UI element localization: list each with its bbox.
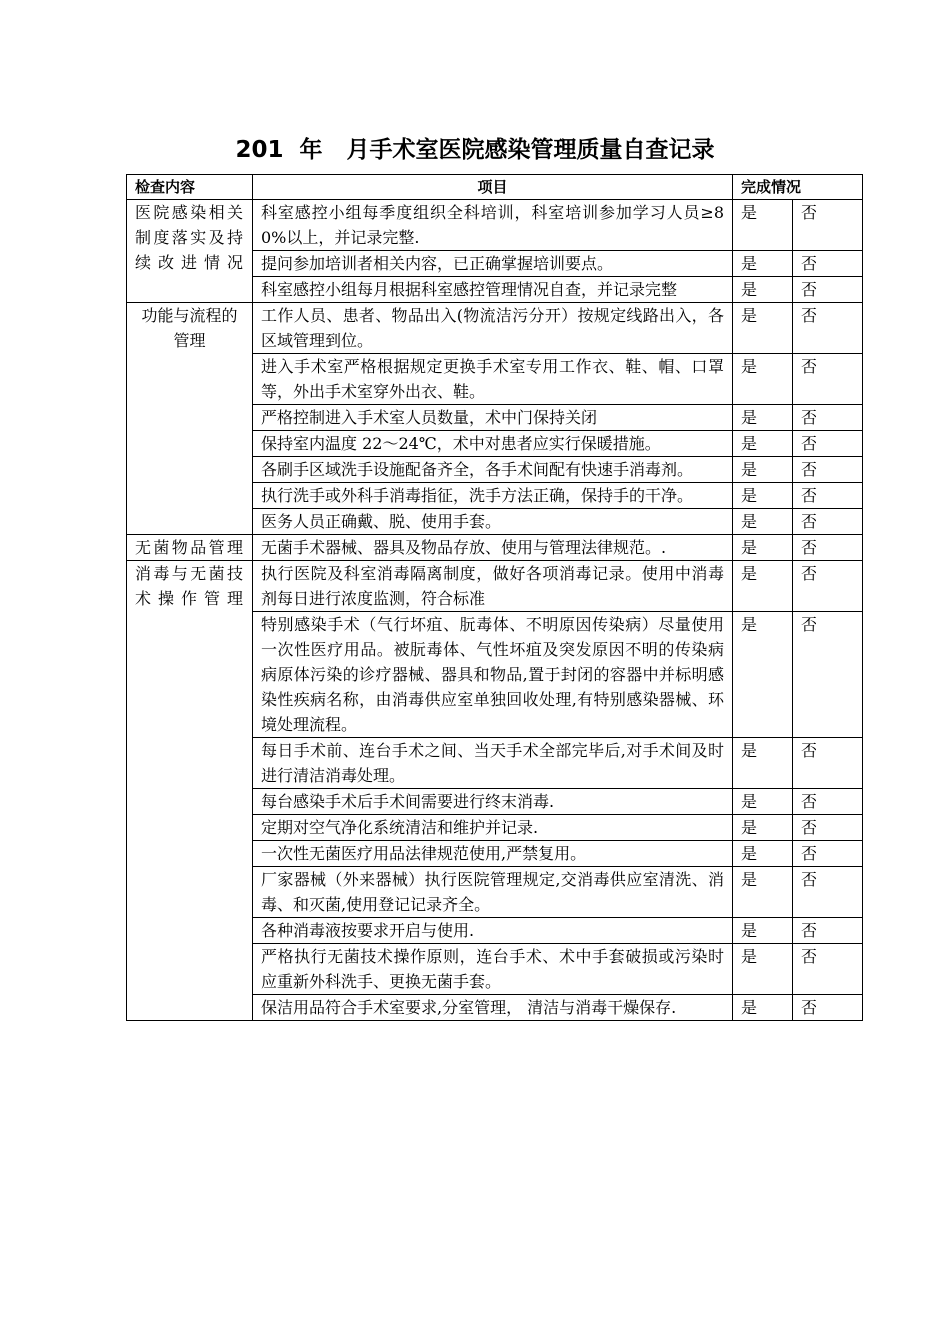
item-cell: 执行洗手或外科手消毒指征，洗手方法正确，保持手的干净。 bbox=[253, 483, 733, 509]
yes-option[interactable]: 是 bbox=[733, 612, 793, 738]
item-cell: 提问参加培训者相关内容，已正确掌握培训要点。 bbox=[253, 251, 733, 277]
yes-option[interactable]: 是 bbox=[733, 431, 793, 457]
no-option[interactable]: 否 bbox=[793, 277, 863, 303]
yes-option[interactable]: 是 bbox=[733, 841, 793, 867]
no-option[interactable]: 否 bbox=[793, 815, 863, 841]
item-cell: 医务人员正确戴、脱、使用手套。 bbox=[253, 509, 733, 535]
item-cell: 科室感控小组每月根据科室感控管理情况自查，并记录完整 bbox=[253, 277, 733, 303]
item-cell: 严格控制进入手术室人员数量，术中门保持关闭 bbox=[253, 405, 733, 431]
no-option[interactable]: 否 bbox=[793, 738, 863, 789]
category-cell: 医院感染相关制度落实及持续改进情况 bbox=[127, 200, 253, 303]
item-cell: 厂家器械（外来器械）执行医院管理规定,交消毒供应室清洗、消毒、和灭菌,使用登记记录齐全。 bbox=[253, 867, 733, 918]
no-option[interactable]: 否 bbox=[793, 457, 863, 483]
no-option[interactable]: 否 bbox=[793, 251, 863, 277]
category-cell: 消毒与无菌技术操作管理 bbox=[127, 561, 253, 1021]
table-row bbox=[127, 561, 863, 612]
table-row bbox=[127, 200, 863, 251]
category-cell: 无菌物品管理 bbox=[127, 535, 253, 561]
item-cell: 进入手术室严格根据规定更换手术室专用工作衣、鞋、帽、口罩等，外出手术室穿外出衣、鞋。 bbox=[253, 354, 733, 405]
item-cell: 定期对空气净化系统清洁和维护并记录. bbox=[253, 815, 733, 841]
yes-option[interactable]: 是 bbox=[733, 354, 793, 405]
category-cell: 功能与流程的管理 bbox=[127, 303, 253, 535]
page-title: 201 年 月手术室医院感染管理质量自查记录 bbox=[235, 137, 715, 163]
yes-option[interactable]: 是 bbox=[733, 483, 793, 509]
yes-option[interactable]: 是 bbox=[733, 277, 793, 303]
no-option[interactable]: 否 bbox=[793, 431, 863, 457]
yes-option[interactable]: 是 bbox=[733, 535, 793, 561]
no-option[interactable]: 否 bbox=[793, 918, 863, 944]
table-body bbox=[127, 200, 863, 1021]
yes-option[interactable]: 是 bbox=[733, 815, 793, 841]
yes-option[interactable]: 是 bbox=[733, 995, 793, 1021]
item-cell: 工作人员、患者、物品出入(物流洁污分开）按规定线路出入，各区域管理到位。 bbox=[253, 303, 733, 354]
table-header-row bbox=[127, 175, 863, 200]
yes-option[interactable]: 是 bbox=[733, 405, 793, 431]
item-cell: 严格执行无菌技术操作原则，连台手术、术中手套破损或污染时应重新外科洗手、更换无菌手套。 bbox=[253, 944, 733, 995]
item-cell: 无菌手术器械、器具及物品存放、使用与管理法律规范。. bbox=[253, 535, 733, 561]
table-row bbox=[127, 303, 863, 354]
no-option[interactable]: 否 bbox=[793, 509, 863, 535]
yes-option[interactable]: 是 bbox=[733, 738, 793, 789]
yes-option[interactable]: 是 bbox=[733, 200, 793, 251]
item-cell: 各种消毒液按要求开启与使用. bbox=[253, 918, 733, 944]
yes-option[interactable]: 是 bbox=[733, 789, 793, 815]
item-cell: 保洁用品符合手术室要求,分室管理， 清洁与消毒干燥保存. bbox=[253, 995, 733, 1021]
no-option[interactable]: 否 bbox=[793, 561, 863, 612]
no-option[interactable]: 否 bbox=[793, 612, 863, 738]
no-option[interactable]: 否 bbox=[793, 995, 863, 1021]
yes-option[interactable]: 是 bbox=[733, 509, 793, 535]
self-check-table bbox=[126, 174, 863, 1021]
item-cell: 每日手术前、连台手术之间、当天手术全部完毕后,对手术间及时进行清洁消毒处理。 bbox=[253, 738, 733, 789]
item-cell: 保持室内温度 22～24℃，术中对患者应实行保暖措施。 bbox=[253, 431, 733, 457]
yes-option[interactable]: 是 bbox=[733, 867, 793, 918]
yes-option[interactable]: 是 bbox=[733, 944, 793, 995]
no-option[interactable]: 否 bbox=[793, 841, 863, 867]
item-cell: 特别感染手术（气行坏疽、朊毒体、不明原因传染病）尽量使用一次性医疗用品。被朊毒体、气性坏疽及突发原因不明的传染病病原体污染的诊疗器械、器具和物品,置于封闭的容器中并标明感染性疾病名称，由消毒供应室单独回收处理,有特别感染器械、环境处理流程。 bbox=[253, 612, 733, 738]
table-row bbox=[127, 535, 863, 561]
yes-option[interactable]: 是 bbox=[733, 457, 793, 483]
header-item: 项目 bbox=[253, 175, 733, 200]
item-cell: 一次性无菌医疗用品法律规范使用,严禁复用。 bbox=[253, 841, 733, 867]
no-option[interactable]: 否 bbox=[793, 789, 863, 815]
no-option[interactable]: 否 bbox=[793, 944, 863, 995]
header-status: 完成情况 bbox=[733, 175, 863, 200]
no-option[interactable]: 否 bbox=[793, 200, 863, 251]
item-cell: 执行医院及科室消毒隔离制度，做好各项消毒记录。使用中消毒剂每日进行浓度监测，符合标准 bbox=[253, 561, 733, 612]
no-option[interactable]: 否 bbox=[793, 354, 863, 405]
yes-option[interactable]: 是 bbox=[733, 918, 793, 944]
no-option[interactable]: 否 bbox=[793, 483, 863, 509]
yes-option[interactable]: 是 bbox=[733, 251, 793, 277]
no-option[interactable]: 否 bbox=[793, 303, 863, 354]
item-cell: 每台感染手术后手术间需要进行终末消毒. bbox=[253, 789, 733, 815]
no-option[interactable]: 否 bbox=[793, 535, 863, 561]
header-category: 检查内容 bbox=[127, 175, 253, 200]
no-option[interactable]: 否 bbox=[793, 405, 863, 431]
yes-option[interactable]: 是 bbox=[733, 561, 793, 612]
no-option[interactable]: 否 bbox=[793, 867, 863, 918]
item-cell: 各刷手区域洗手设施配备齐全，各手术间配有快速手消毒剂。 bbox=[253, 457, 733, 483]
item-cell: 科室感控小组每季度组织全科培训，科室培训参加学习人员≥80%以上，并记录完整. bbox=[253, 200, 733, 251]
yes-option[interactable]: 是 bbox=[733, 303, 793, 354]
